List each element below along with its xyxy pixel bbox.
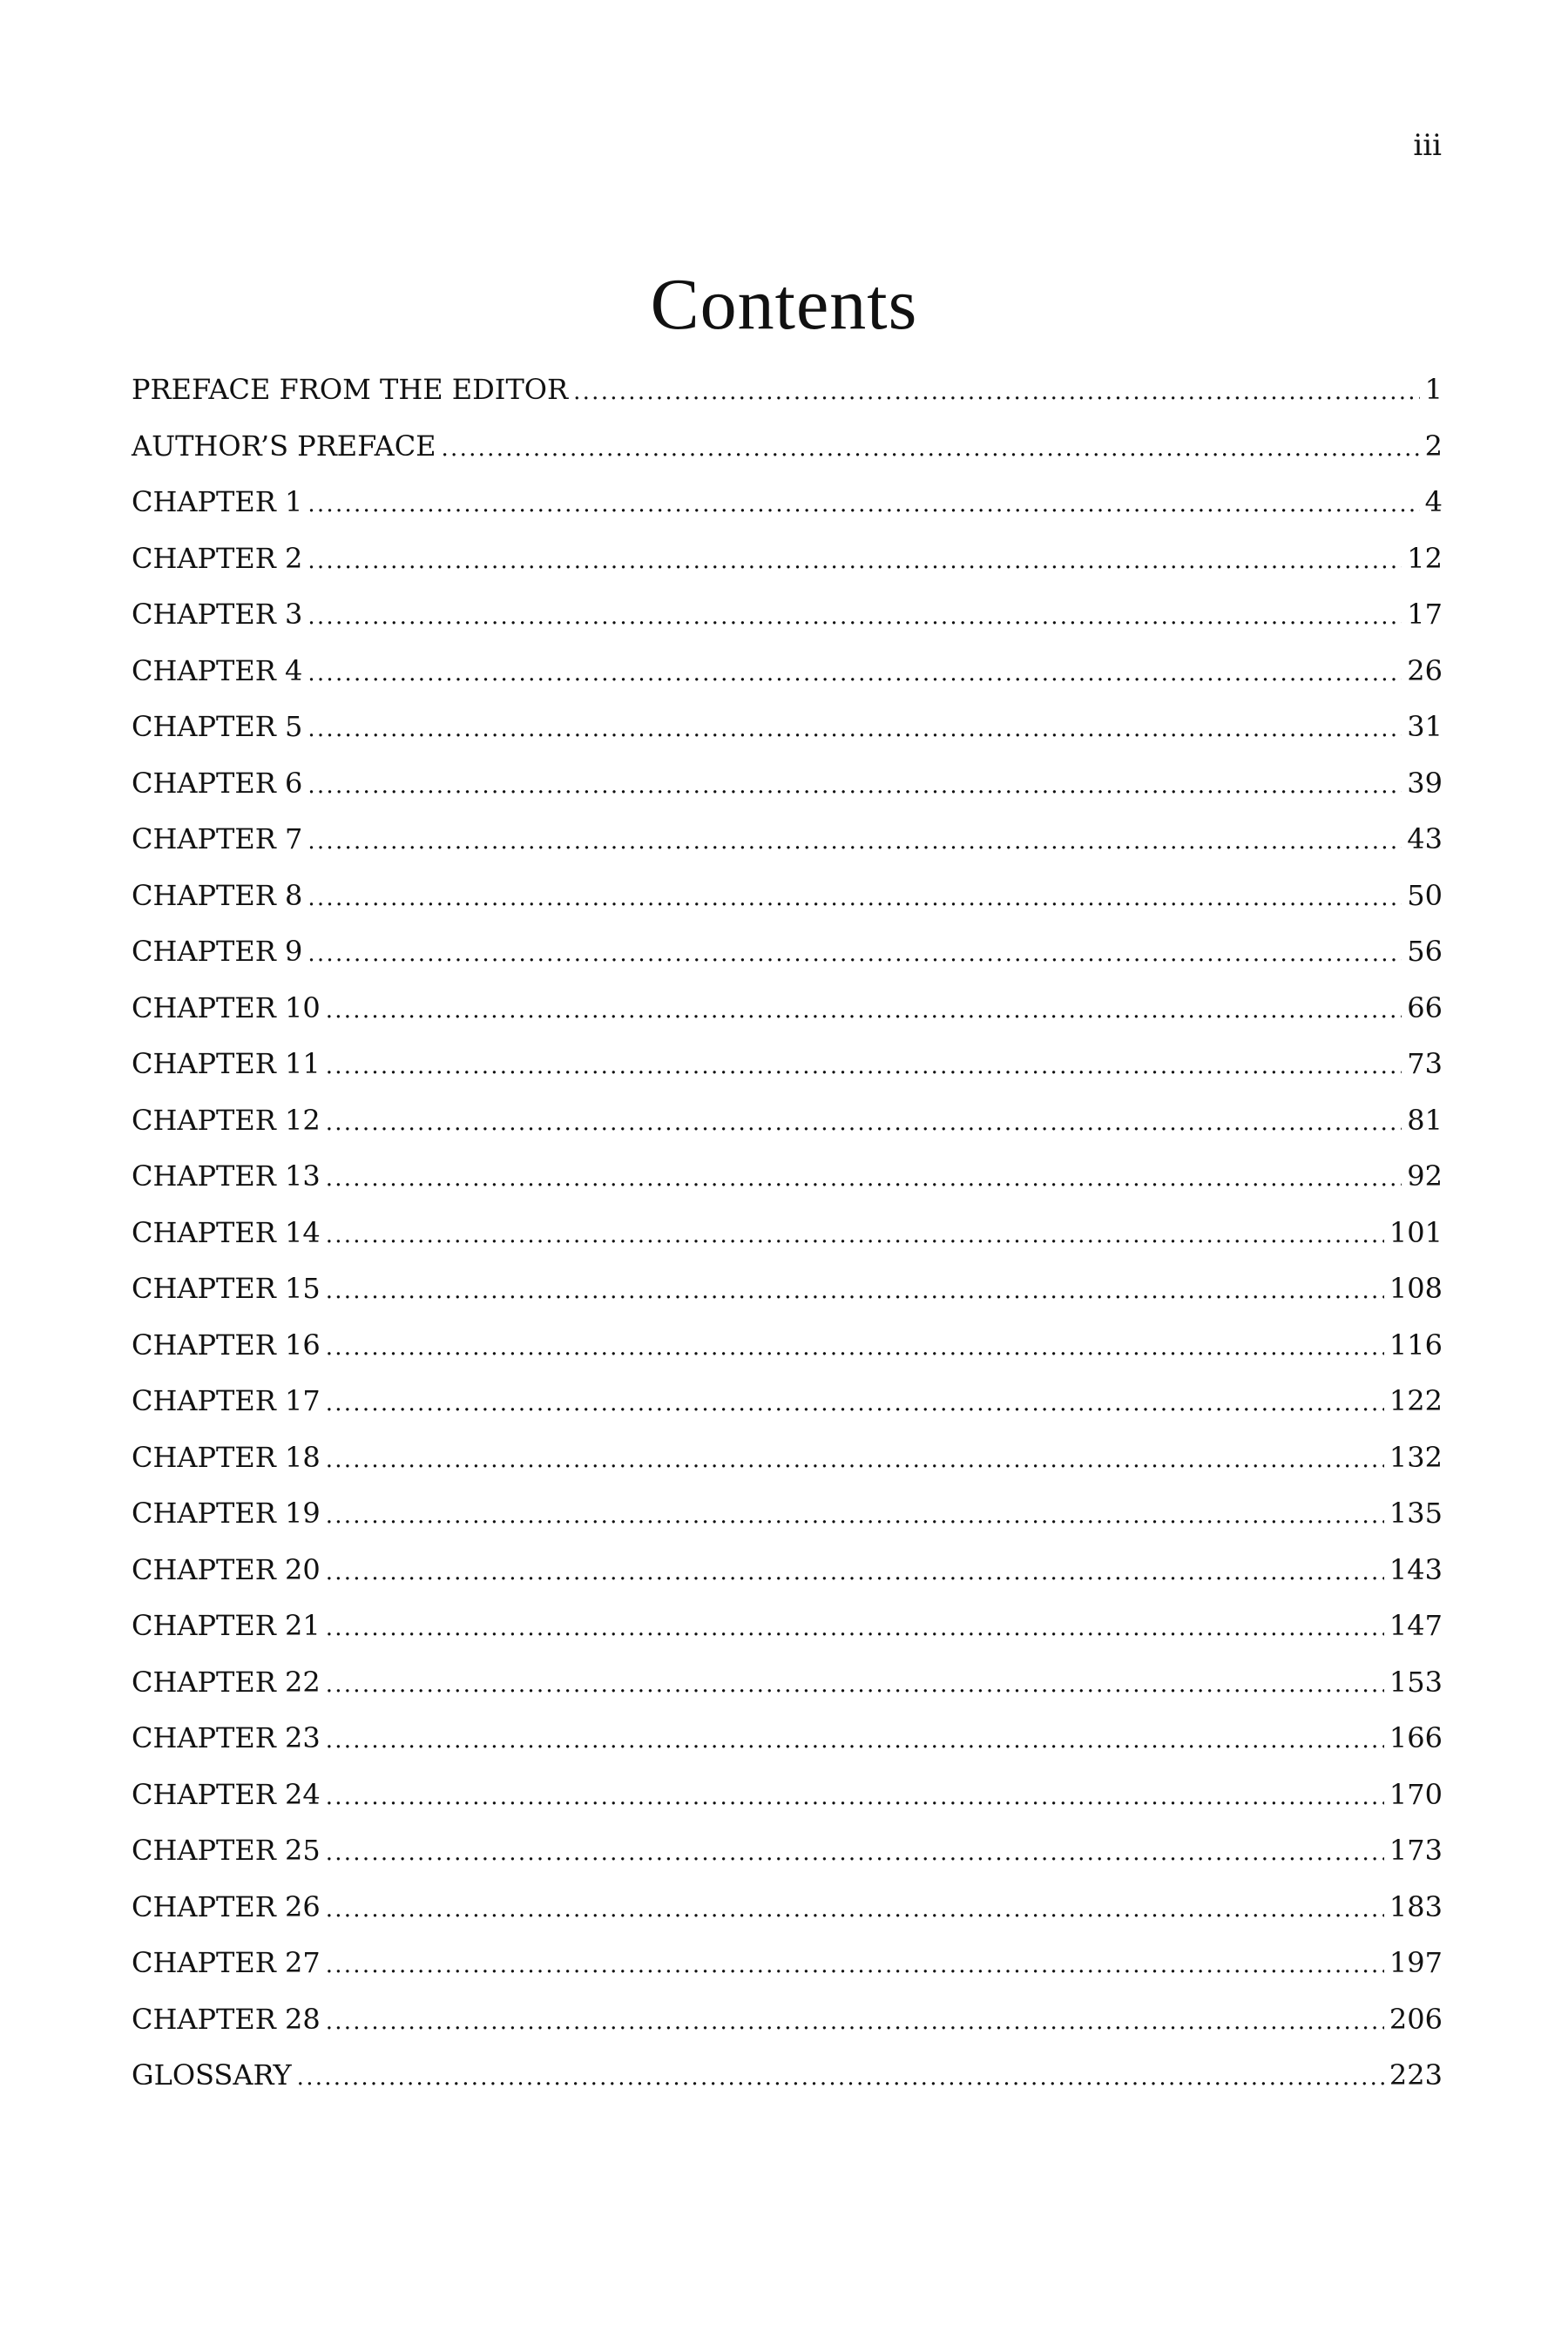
toc-entry[interactable]	[132, 1721, 1443, 1778]
toc-entry[interactable]	[132, 1778, 1443, 1835]
toc-entry[interactable]	[132, 2058, 1443, 2115]
toc-entry-page: 173	[1389, 1834, 1443, 1867]
dot-leader	[326, 1672, 1384, 1698]
toc-entry[interactable]	[132, 1159, 1443, 1216]
toc-entry-page: 166	[1389, 1721, 1443, 1754]
page-title: Contents	[650, 264, 918, 346]
dot-leader	[308, 828, 1402, 855]
toc-entry-page: 81	[1407, 1103, 1443, 1137]
toc-entry[interactable]	[132, 1553, 1443, 1610]
toc-entry-label: CHAPTER 15	[132, 1272, 321, 1305]
toc-entry-label: CHAPTER 3	[132, 598, 303, 631]
toc-entry-page: 2	[1424, 429, 1443, 463]
toc-entry-page: 31	[1407, 710, 1443, 743]
toc-entry-page: 1	[1424, 373, 1443, 406]
toc-entry[interactable]	[132, 1384, 1443, 1441]
toc-entry-page: 170	[1389, 1777, 1443, 1811]
dot-leader	[326, 1390, 1384, 1416]
toc-entry-page: 143	[1389, 1552, 1443, 1586]
toc-entry-page: 12	[1407, 541, 1443, 575]
dot-leader	[326, 1784, 1384, 1810]
toc-entry[interactable]	[132, 373, 1443, 429]
toc-entry-page: 26	[1407, 653, 1443, 687]
page-number: iii	[1413, 128, 1442, 163]
toc-entry-label: CHAPTER 4	[132, 653, 303, 687]
dot-leader	[308, 660, 1402, 686]
dot-leader	[308, 491, 1419, 517]
toc-entry-label: CHAPTER 13	[132, 1159, 321, 1193]
toc-entry-label: CHAPTER 27	[132, 1946, 321, 1979]
toc-entry-page: 206	[1389, 2002, 1443, 2036]
toc-entry[interactable]	[132, 1328, 1443, 1385]
dot-leader	[442, 436, 1420, 462]
toc-entry[interactable]	[132, 1666, 1443, 1722]
toc-entry-label: CHAPTER 7	[132, 822, 303, 855]
toc-entry[interactable]	[132, 2003, 1443, 2059]
toc-entry[interactable]	[132, 1497, 1443, 1553]
toc-entry[interactable]	[132, 429, 1443, 486]
toc-entry-page: 197	[1389, 1946, 1443, 1979]
toc-entry[interactable]	[132, 654, 1443, 711]
toc-entry[interactable]	[132, 822, 1443, 879]
toc-entry-page: 132	[1389, 1440, 1443, 1474]
toc-entry-label: AUTHOR’S PREFACE	[132, 429, 436, 463]
toc-entry[interactable]	[132, 542, 1443, 598]
toc-entry[interactable]	[132, 1609, 1443, 1666]
toc-entry-label: CHAPTER 25	[132, 1834, 321, 1867]
toc-entry-label: CHAPTER 17	[132, 1384, 321, 1417]
toc-entry[interactable]	[132, 1216, 1443, 1273]
toc-entry[interactable]	[132, 767, 1443, 823]
dot-leader	[326, 1447, 1384, 1473]
toc-entry-label: CHAPTER 10	[132, 990, 321, 1024]
toc-entry-label: CHAPTER 6	[132, 766, 303, 800]
toc-entry-page: 43	[1407, 822, 1443, 855]
toc-entry-page: 92	[1407, 1159, 1443, 1193]
dot-leader	[308, 941, 1402, 967]
toc-entry-label: CHAPTER 24	[132, 1777, 321, 1811]
toc-entry-label: CHAPTER 26	[132, 1889, 321, 1923]
toc-entry-label: CHAPTER 23	[132, 1721, 321, 1754]
toc-entry-label: PREFACE FROM THE EDITOR	[132, 373, 569, 406]
dot-leader	[308, 773, 1402, 799]
toc-entry[interactable]	[132, 1441, 1443, 1497]
dot-leader	[308, 885, 1402, 911]
toc-entry-label: CHAPTER 11	[132, 1047, 321, 1080]
toc-entry-page: 153	[1389, 1665, 1443, 1699]
toc-entry-label: CHAPTER 18	[132, 1440, 321, 1474]
dot-leader	[326, 1166, 1402, 1192]
toc-entry-page: 4	[1424, 485, 1443, 518]
toc-entry-label: CHAPTER 14	[132, 1215, 321, 1249]
toc-entry[interactable]	[132, 710, 1443, 767]
toc-entry-label: CHAPTER 19	[132, 1497, 321, 1530]
toc-entry-page: 223	[1389, 2058, 1443, 2092]
toc-entry-page: 50	[1407, 878, 1443, 912]
toc-entry[interactable]	[132, 598, 1443, 654]
toc-entry[interactable]	[132, 935, 1443, 991]
toc-entry-page: 116	[1389, 1328, 1443, 1362]
toc-entry-page: 122	[1389, 1384, 1443, 1417]
dot-leader	[573, 379, 1420, 405]
dot-leader	[326, 1222, 1384, 1248]
dot-leader	[326, 1335, 1384, 1361]
toc-entry-page: 73	[1407, 1047, 1443, 1080]
toc-entry[interactable]	[132, 1834, 1443, 1890]
dot-leader	[326, 1110, 1402, 1136]
toc-entry-page: 147	[1389, 1609, 1443, 1642]
dot-leader	[308, 716, 1402, 742]
toc-entry-page: 66	[1407, 990, 1443, 1024]
dot-leader	[326, 1840, 1384, 1866]
toc-entry[interactable]	[132, 1946, 1443, 2003]
toc-entry-label: CHAPTER 1	[132, 485, 303, 518]
dot-leader	[326, 1952, 1384, 1978]
toc-entry-label: CHAPTER 5	[132, 710, 303, 743]
table-of-contents	[132, 373, 1443, 2115]
dot-leader	[308, 604, 1402, 630]
toc-entry-label: CHAPTER 12	[132, 1103, 321, 1137]
dot-leader	[326, 1053, 1402, 1079]
toc-entry[interactable]	[132, 485, 1443, 542]
dot-leader	[297, 2065, 1384, 2091]
toc-entry-label: CHAPTER 20	[132, 1552, 321, 1586]
toc-entry[interactable]	[132, 1047, 1443, 1104]
toc-entry-page: 56	[1407, 935, 1443, 968]
dot-leader	[326, 997, 1402, 1024]
toc-entry-page: 17	[1407, 598, 1443, 631]
toc-entry[interactable]	[132, 1104, 1443, 1160]
toc-entry-label: CHAPTER 21	[132, 1609, 321, 1642]
toc-entry-page: 108	[1389, 1272, 1443, 1305]
toc-entry-label: CHAPTER 22	[132, 1665, 321, 1699]
toc-entry-page: 183	[1389, 1889, 1443, 1923]
toc-entry-page: 135	[1389, 1497, 1443, 1530]
dot-leader	[326, 1896, 1384, 1923]
dot-leader	[326, 2009, 1384, 2035]
dot-leader	[326, 1615, 1384, 1641]
dot-leader	[326, 1727, 1384, 1754]
toc-entry-label: CHAPTER 9	[132, 935, 303, 968]
toc-entry-label: CHAPTER 8	[132, 878, 303, 912]
toc-entry[interactable]	[132, 1272, 1443, 1328]
toc-entry[interactable]	[132, 991, 1443, 1048]
toc-entry-label: GLOSSARY	[132, 2058, 292, 2092]
toc-entry-page: 39	[1407, 766, 1443, 800]
toc-entry[interactable]	[132, 879, 1443, 936]
toc-entry-label: CHAPTER 28	[132, 2002, 321, 2036]
toc-entry-page: 101	[1389, 1215, 1443, 1249]
toc-entry[interactable]	[132, 1890, 1443, 1947]
toc-entry-label: CHAPTER 2	[132, 541, 303, 575]
dot-leader	[326, 1278, 1384, 1304]
dot-leader	[326, 1559, 1384, 1585]
dot-leader	[326, 1503, 1384, 1529]
toc-entry-label: CHAPTER 16	[132, 1328, 321, 1362]
dot-leader	[308, 548, 1402, 574]
